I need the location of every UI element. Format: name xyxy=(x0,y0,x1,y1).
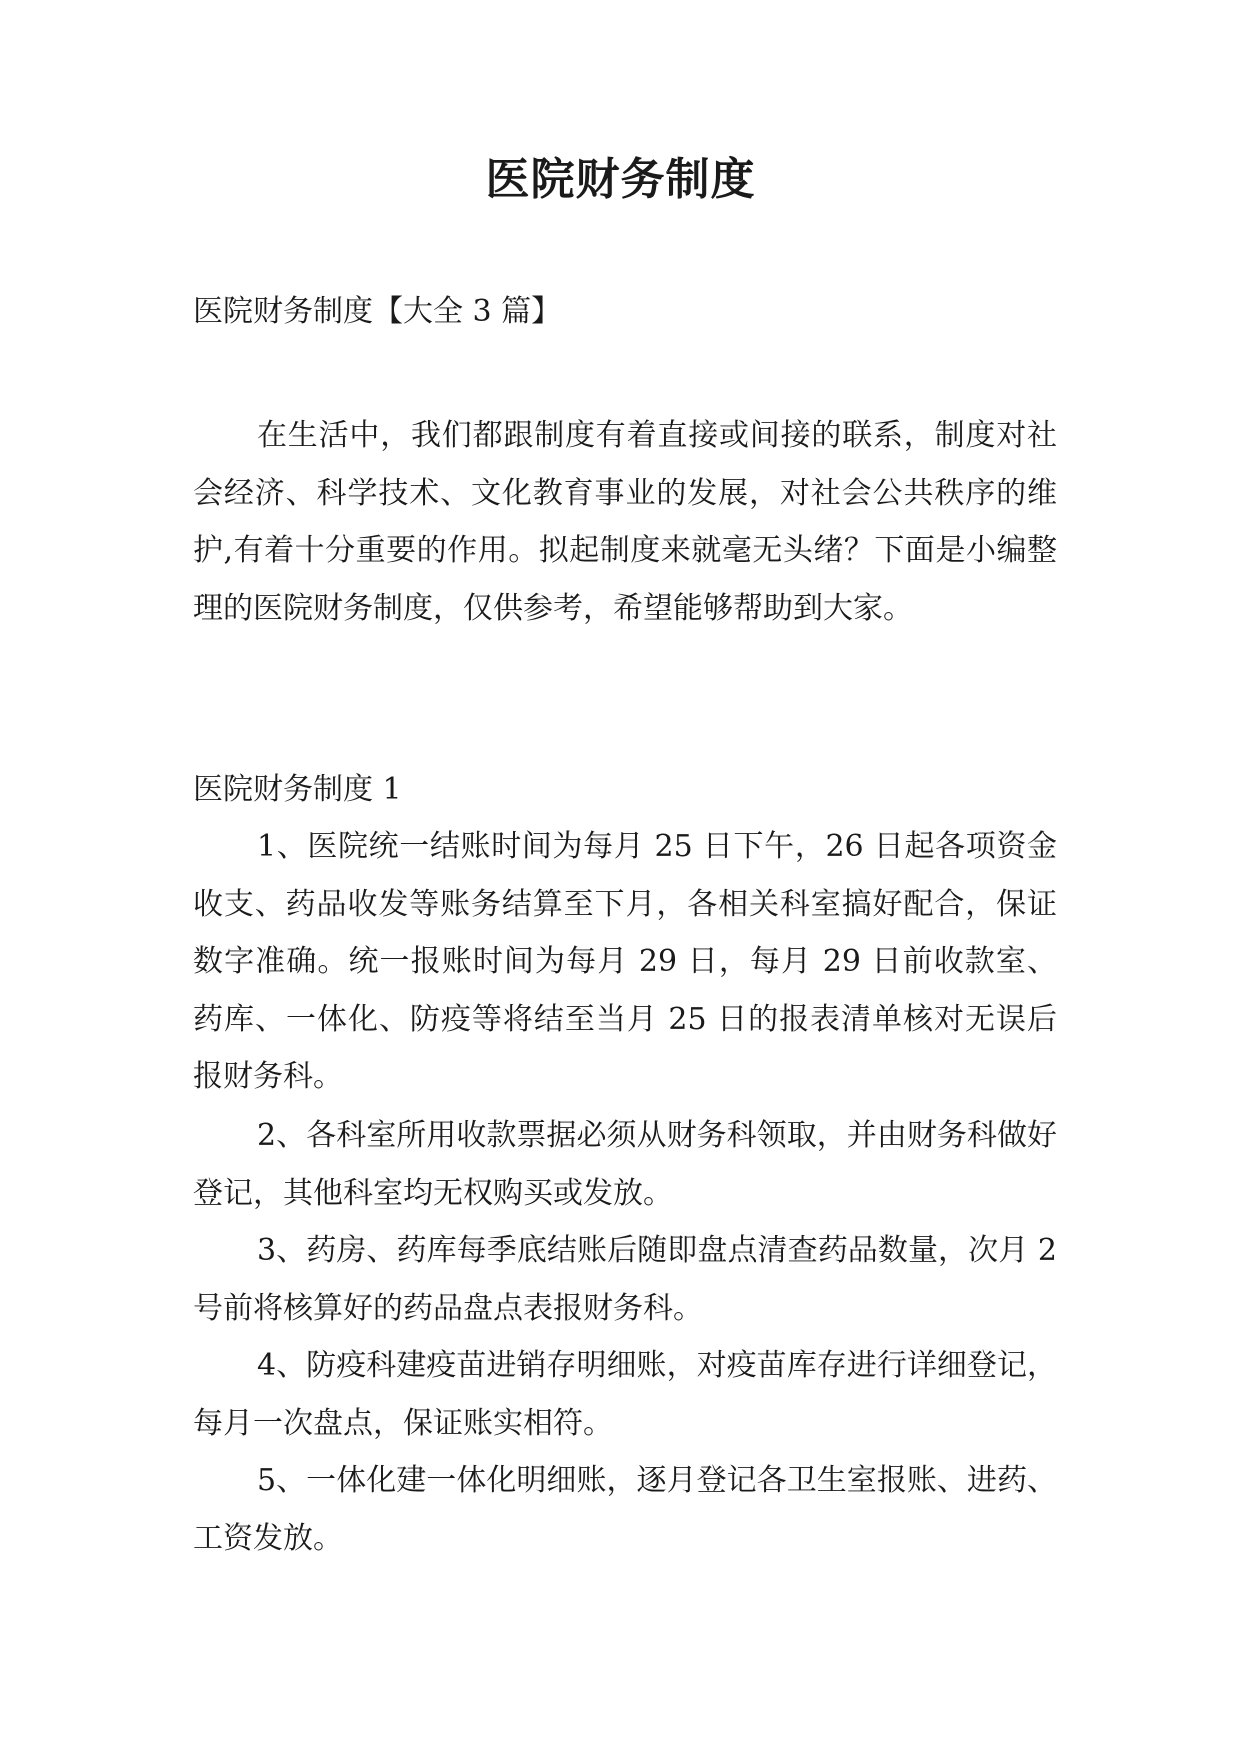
list-item: 2、各科室所用收款票据必须从财务科领取，并由财务科做好登记，其他科室均无权购买或发放。 xyxy=(193,1118,1057,1211)
section-heading: 医院财务制度 1 xyxy=(193,772,402,807)
list-item: 3、药房、药库每季底结账后随即盘点清查药品数量，次月 2 号前将核算好的药品盘点表报财务科。 xyxy=(193,1233,1057,1326)
document-subtitle: 医院财务制度【大全 3 篇】 xyxy=(193,294,562,329)
list-item: 4、防疫科建疫苗进销存明细账，对疫苗库存进行详细登记，每月一次盘点，保证账实相符。 xyxy=(193,1348,1057,1441)
list-item: 5、一体化建一体化明细账，逐月登记各卫生室报账、进药、工资发放。 xyxy=(193,1463,1057,1556)
document-title: 医院财务制度 xyxy=(485,154,756,205)
list-item: 1、医院统一结账时间为每月 25 日下午，26 日起各项资金收支、药品收发等账务结算至下月，各相关科室搞好配合，保证数字准确。统一报账时间为每月 29 日，每月 29 日前收款室、药库、一体化、防疫等将结至当月 25 日的报表清单核对无误后报财务科。 xyxy=(193,829,1057,1095)
intro-paragraph: 在生活中，我们都跟制度有着直接或间接的联系，制度对社会经济、科学技术、文化教育事业的发展，对社会公共秩序的维护,有着十分重要的作用。拟起制度来就毫无头绪？下面是小编整理的医院财务制度，仅供参考，希望能够帮助到大家。 xyxy=(193,418,1057,626)
